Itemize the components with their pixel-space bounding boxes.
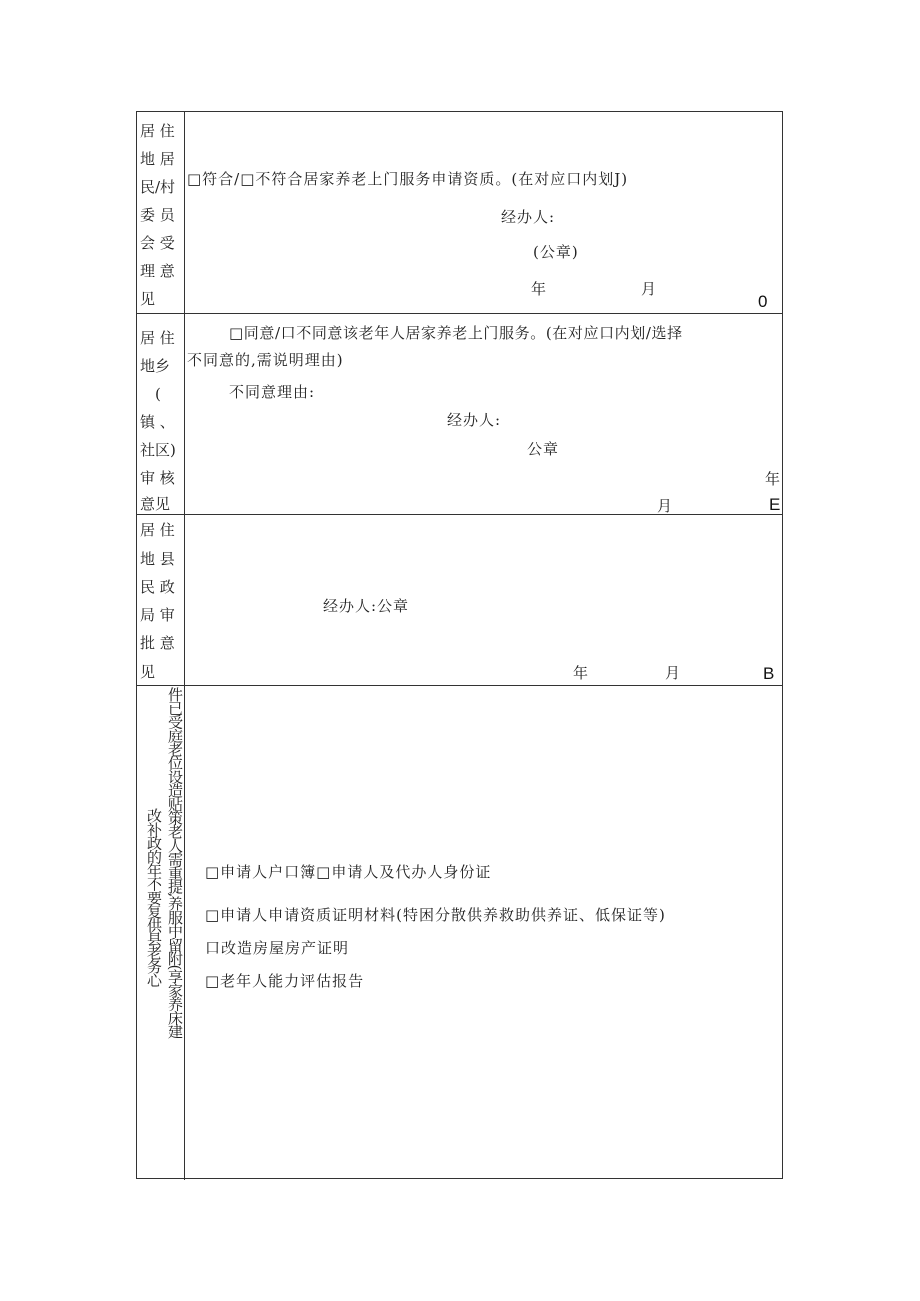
- eligibility-statement: □符合/□不符合居家养老上门服务申请资质。(在对应口内划J): [187, 170, 629, 188]
- attachment-item: □申请人户口簿□申请人及代办人身份证: [205, 863, 492, 881]
- label-line: 批 意: [140, 634, 175, 652]
- label-line: 居 住: [140, 521, 175, 539]
- month-label: 月: [665, 664, 682, 682]
- label-column-right: 件已受庭老位设造贴策老人需重提,养服中留附(享家养床建: [166, 687, 184, 1038]
- label-line: 居 住: [140, 122, 175, 140]
- corner-mark: 0: [758, 292, 768, 311]
- year-label: 年: [573, 664, 590, 682]
- attachment-item: 口改造房屋房产证明: [205, 939, 350, 957]
- row-township-review: [137, 314, 782, 515]
- disagree-reason-label: 不同意理由:: [229, 383, 316, 401]
- handler-label: 经办人:: [447, 411, 502, 429]
- year-label: 年: [765, 470, 782, 488]
- attachment-item: □申请人申请资质证明材料(特困分散供养救助供养证、低保证等): [205, 906, 666, 924]
- row-label: [137, 515, 185, 685]
- month-label: 月: [657, 497, 674, 515]
- row-attachments: [137, 686, 782, 1180]
- label-line: 社区): [140, 441, 176, 459]
- row-label: [137, 314, 185, 514]
- label-line: 镇 、: [140, 413, 175, 431]
- corner-mark: E: [769, 495, 781, 514]
- row-content: [185, 314, 782, 514]
- label-line: 理 意: [140, 262, 175, 280]
- label-line: (: [155, 385, 161, 403]
- row-label: [137, 112, 185, 313]
- consent-statement: □同意/口不同意该老年人居家养老上门服务。(在对应口内划/选择: [229, 324, 683, 342]
- label-line: 民/村: [140, 178, 176, 196]
- year-label: 年: [531, 280, 548, 298]
- attachment-item: □老年人能力评估报告: [205, 972, 365, 990]
- label-line: 审 核: [140, 469, 175, 487]
- month-label: 月: [641, 280, 658, 298]
- handler-seal-label: 经办人:公章: [323, 597, 410, 615]
- label-line: 居 住: [140, 329, 175, 347]
- label-line: 会 受: [140, 234, 175, 252]
- label-line: 见: [140, 663, 156, 681]
- official-seal: (公章): [533, 243, 579, 261]
- row-content: [185, 686, 782, 1180]
- corner-mark: B: [763, 664, 775, 683]
- row-content: [185, 112, 782, 313]
- approval-form-table: [136, 111, 783, 1179]
- label-line: 地乡: [140, 357, 171, 375]
- label-column-left: 改补政的年不要复供县老务心: [145, 808, 163, 987]
- row-village-committee: [137, 112, 782, 314]
- label-line: 地 县: [140, 550, 175, 568]
- label-line: 民 政: [140, 578, 175, 596]
- label-line: 委 员: [140, 206, 175, 224]
- consent-statement-cont: 不同意的,需说明理由): [187, 351, 344, 369]
- handler-label: 经办人:: [501, 208, 556, 226]
- row-content: [185, 515, 782, 685]
- label-line: 意见: [140, 495, 171, 513]
- label-line: 局 审: [140, 606, 175, 624]
- label-line: 地 居: [140, 150, 175, 168]
- row-county-approval: [137, 515, 782, 686]
- row-label: [137, 686, 185, 1180]
- label-line: 见: [140, 290, 156, 308]
- official-seal: 公章: [527, 440, 560, 458]
